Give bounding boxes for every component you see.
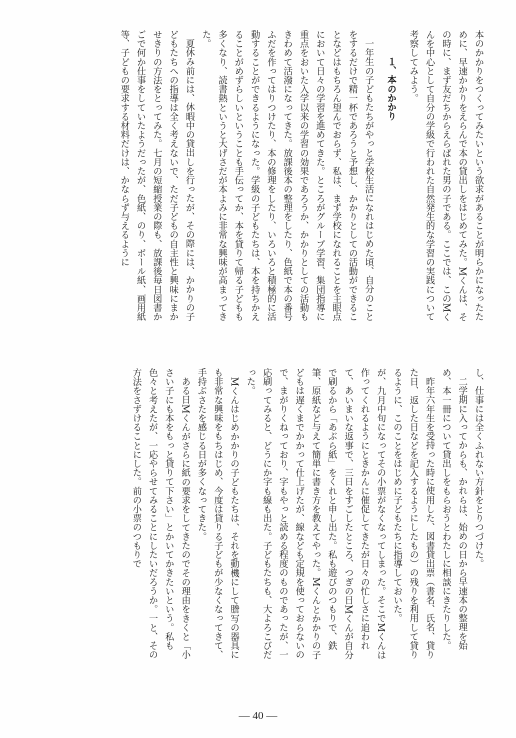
paragraph: 二学期に入ってからも、かれらは、始めの日から早速本の整理を始め、本一冊について貸出しをもらおうとわたしに相談にきたりした。 bbox=[440, 368, 467, 651]
paragraph: 一年生の子どもたちがやっと学校生活になれはじめた頃、自分のことをするだけで精一杯であろうと予想し、かかりとしての活動ができることなどはもちろん望んでおらず、私は、まず学校になれることを主眼点において日々の学習を進めてきた。ところがグループ学習、集団指導に重点をおいた入学以来の学習の効果であろうか、かかりとしての活動もきわめて活潑になってきた。放課後本の整理をしたり、色紙で本の番号ふだを作ってはりつけたり、本の修理をしたり、いろいろと積極的に活動することができるようになった。学級の子どもたちは、本を持ちかえることがめずらしいということも手伝ってか、本を貸りて帰る子どもも多くなり、読書熱というと大げさだが本よみに非常な興味が高まってきた。 bbox=[200, 30, 374, 322]
page-number: ― 40 ― bbox=[238, 710, 278, 722]
paragraph: 本のかかりをつくってみたいという欲求があることが明らかになったために、早速かかりをえらんで本の貸出しをはじめてみた。Mくんは、その時に、まず友だちからえらばれた男の子である。ここでは、このMくんを中心として自分の学級で行われた自然発生的な学習の実践について考察してみよう。 bbox=[407, 30, 483, 322]
paragraph: し、仕事には全くふれない方針をとりつづけた。 bbox=[473, 368, 483, 569]
paragraph: 夏休み前には、休暇中の貸出しを行ったが、その際には、かかりの子どもたちへの指導は全く考えないで、ただ子どもの自主性と興味にまかせきりの方法をとってみた。七月の短縮授業の際も、放課後毎日図書かごで何か仕事をしていたようだったが、色紙、のり、ボール紙、画用紙等、子どもの要求する材料だけは、かならず与えるように bbox=[118, 30, 194, 322]
paragraph: が、九月中旬になってその小票がなくなってしまった。そこでMくんは作ってくれるようにときかんに催促してきたが日々の忙しさに追われて、あいまいな返事で、三日をすごしたところ、つぎの日Mくんが自分で刷るから「あぶら紙」をくれと申し出た。私も遊びのつもりで、鉄筆、原紙など与えて簡単に書き方を教えてやった。Mくんとかかりの子どもは遅くまでかかって仕上げたが、線なども定規を使っておらないので、まがりくねっており、字もやっと読める程度のものであったが、一応刷ってみると、どうにか字も線も出た。子どもたちも、大よろこびだった。 bbox=[244, 368, 386, 660]
paragraph: Mくんはじめかかりの子どもたちは、それを動機にして謄写の器具にも非常な興味をもちはじめ、今度は貸りる子どもが少なくなってきて、手持ぶさたを感じる日が多くなってきた。 bbox=[195, 368, 239, 660]
paragraph: ある日Mくんがさらに紙の要求をしてきたのでその理由をきくと「小さい子にも本をもっと貸りて下さい」とかいてかきたいという。私も色々と考えたが、一応やらせてみることにしたいだろうか。一と、その方法をさずけることにした。前の小票のつもりで bbox=[130, 368, 190, 660]
bottom-text-block bbox=[127, 368, 486, 668]
paragraph: 昨年六年生を受持った時に使用した、図書貸出票（書名、氏名、貸りた日、返した日などを記入するようにしたもの）の残りを利用して貸りるように、このことをはじめに子どもたちに指導しておいた。 bbox=[391, 368, 435, 660]
section-heading: １、本のかかり bbox=[385, 57, 396, 121]
top-text-block bbox=[115, 30, 486, 330]
